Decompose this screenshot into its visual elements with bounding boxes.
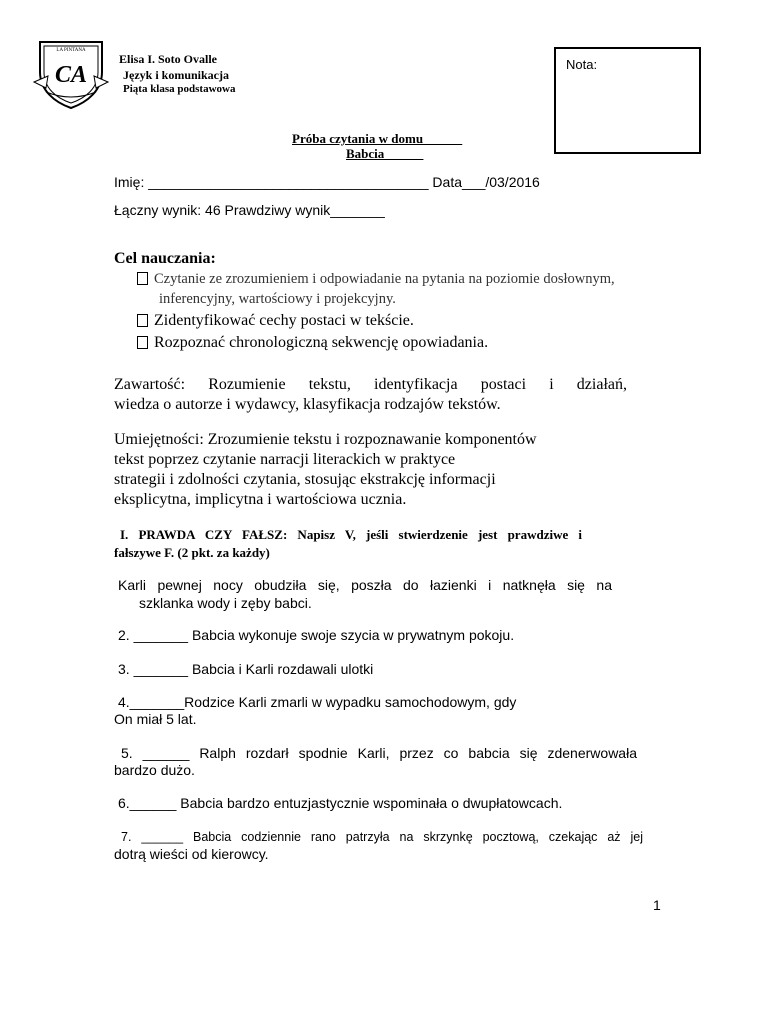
question-4-line-1[interactable]: 4._______Rodzice Karli zmarli w wypadku samochodowym, gdy bbox=[118, 694, 517, 710]
section-heading-line-2: fałszywe F. (2 pkt. za każdy) bbox=[114, 545, 270, 560]
question-1-line-2: szklanka wody i zęby babci. bbox=[139, 595, 312, 611]
logo-top-text: LA PINTANA bbox=[56, 48, 86, 53]
skills-line-3: strategii i zdolności czytania, stosując ekstrakcję informacji bbox=[114, 471, 496, 488]
objective-item-2 bbox=[137, 312, 414, 330]
page-number: 1 bbox=[653, 897, 661, 913]
question-2[interactable]: 2. _______ Babcia wykonuje swoje szycia w prywatnym pokoju. bbox=[118, 627, 515, 643]
question-3[interactable]: 3. _______ Babcia i Karli rozdawali ulotki bbox=[118, 661, 374, 677]
question-7-line-2: dotrą wieści od kierowcy. bbox=[114, 846, 269, 862]
content-line-1: Zawartość: Rozumienie tekstu, identyfikacja postaci i działań, bbox=[114, 376, 627, 393]
teacher-name: Elisa I. Soto Ovalle bbox=[119, 52, 218, 66]
logo-monogram: CA bbox=[54, 62, 88, 88]
checkbox-icon bbox=[137, 336, 148, 349]
question-5-line-1[interactable]: 5. ______ Ralph rozdarł spodnie Karli, przez co babcia się zdenerwowała bbox=[121, 745, 637, 761]
checkbox-icon bbox=[137, 314, 148, 327]
grade-label: Nota: bbox=[566, 57, 598, 72]
question-1-line-1: Karli pewnej nocy obudziła się, poszła do łazienki i natknęła się na bbox=[118, 577, 612, 593]
score-line[interactable]: Łączny wynik: 46 Prawdziwy wynik_______ bbox=[114, 202, 385, 218]
question-5-line-2: bardzo dużo. bbox=[114, 762, 195, 778]
grade-box[interactable] bbox=[554, 47, 701, 154]
question-7-line-1[interactable]: 7. ______ Babcia codziennie rano patrzyła na skrzynkę pocztową, czekając aż jej bbox=[121, 830, 643, 844]
school-crest-logo bbox=[32, 38, 110, 110]
subject-name: Język i komunikacja bbox=[123, 68, 230, 82]
content-line-2: wiedza o autorze i wydawcy, klasyfikacja rodzajów tekstów. bbox=[114, 396, 501, 413]
objective-1-line-2: inferencyjny, wartościowy i projekcyjny. bbox=[159, 291, 396, 307]
objectives-heading: Cel nauczania: bbox=[114, 250, 216, 267]
name-date-line[interactable]: Imię: ____________________________________ Data___/03/2016 bbox=[114, 174, 540, 190]
question-6[interactable]: 6.______ Babcia bardzo entuzjastycznie wspominała o dwupłatowcach. bbox=[118, 795, 563, 811]
section-heading-line-1: I. PRAWDA CZY FAŁSZ: Napisz V, jeśli stwierdzenie jest prawdziwe i bbox=[120, 527, 582, 542]
book-title: Babcia______ bbox=[346, 146, 424, 161]
grade-level: Piąta klasa podstawowa bbox=[123, 83, 236, 95]
test-title: Próba czytania w domu______ bbox=[292, 131, 463, 146]
objective-1-line-1: Czytanie ze zrozumieniem i odpowiadanie na pytania na poziomie dosłownym, bbox=[154, 271, 615, 287]
question-4-line-2: On miał 5 lat. bbox=[114, 711, 197, 727]
objective-3-text: Rozpoznać chronologiczną sekwencję opowiadania. bbox=[154, 334, 489, 351]
objective-item-1 bbox=[137, 271, 615, 288]
skills-line-1: Umiejętności: Zrozumienie tekstu i rozpoznawanie komponentów bbox=[114, 431, 537, 448]
objective-2-text: Zidentyfikować cechy postaci w tekście. bbox=[154, 312, 414, 329]
skills-line-4: eksplicytna, implicytna i wartościowa ucznia. bbox=[114, 491, 407, 508]
checkbox-icon bbox=[137, 272, 148, 285]
objective-item-3 bbox=[137, 334, 488, 352]
skills-line-2: tekst poprzez czytanie narracji literackich w praktyce bbox=[114, 451, 456, 468]
